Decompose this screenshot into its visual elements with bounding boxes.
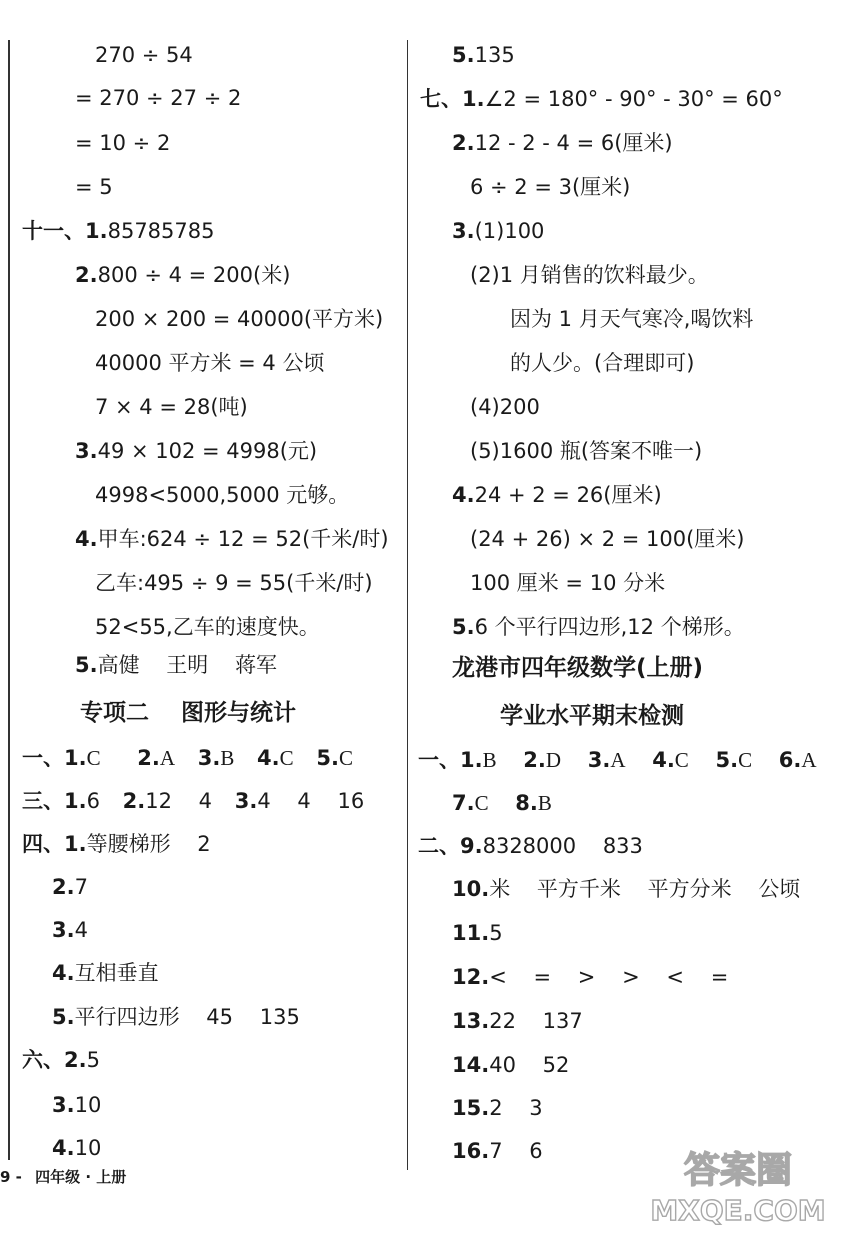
answer-line-4-2 <box>52 872 88 902</box>
answer-line: (5)1600 瓶(答案不唯一) <box>470 439 703 463</box>
calc-line: = 10 ÷ 2 <box>75 131 171 155</box>
answer-value: C <box>279 746 294 770</box>
answer-value: B <box>482 748 497 772</box>
answer-line: 100 厘米 = 10 分米 <box>470 571 666 595</box>
answer-value: 85785785 <box>107 219 215 243</box>
question-number: 6. <box>778 748 802 772</box>
answer-value: 6 个平行四边形,12 个梯形。 <box>474 615 745 639</box>
question-number: 10. <box>452 877 490 901</box>
question-number: 2. <box>122 789 146 813</box>
answer-line-4-5 <box>52 1002 300 1032</box>
exam-title: 龙港市四年级数学(上册) <box>452 655 704 681</box>
answer-value: 4 <box>74 918 88 942</box>
page-number: 9 - <box>0 1168 22 1186</box>
question-number: 5. <box>75 653 98 677</box>
section-label: 十一、1. <box>22 219 108 243</box>
answer-value: 4 4 16 <box>257 789 365 813</box>
answer-value: 24 + 2 = 26(厘米) <box>474 483 662 507</box>
question-number: 3. <box>587 748 611 772</box>
question-number: 5. <box>452 43 475 67</box>
answer-value: C <box>474 791 489 815</box>
answer-line-7-4 <box>452 480 662 510</box>
answer-line: 因为 1 月天气寒冷,喝饮料 <box>510 307 754 331</box>
question-number: 3. <box>75 439 98 463</box>
answer-value: 8328000 833 <box>482 834 643 858</box>
column-divider <box>407 40 408 1170</box>
answer-line-exam-7-8 <box>452 788 552 818</box>
question-number: 4. <box>52 961 75 985</box>
exam-subtitle: 学业水平期末检测 <box>500 703 684 729</box>
answer-line: (2)1 月销售的饮料最少。 <box>470 263 709 287</box>
answer-value: ∠2 = 180° - 90° - 30° = 60° <box>484 87 783 111</box>
question-number: 5. <box>452 615 475 639</box>
section-label: 一、1. <box>418 748 483 772</box>
answer-line-r5 <box>452 40 515 70</box>
answer-line: 200 × 200 = 40000(平方米) <box>95 307 384 331</box>
answer-value: 800 ÷ 4 = 200(米) <box>97 263 291 287</box>
answer-value: 互相垂直 <box>74 961 159 985</box>
answer-value: B <box>537 791 552 815</box>
answer-line-3 <box>22 786 364 816</box>
answer-value: 平行四边形 45 135 <box>74 1005 300 1029</box>
answer-line-6-4 <box>52 1133 101 1163</box>
question-number: 4. <box>257 746 280 770</box>
answer-line-4-1 <box>22 829 211 859</box>
answer-value: A <box>801 748 817 772</box>
answer-line-exam-14 <box>452 1050 569 1080</box>
watermark-text-url: MXQE.COM <box>650 1194 826 1227</box>
calc-line: 270 ÷ 54 <box>95 43 193 67</box>
section-label: 六、2. <box>22 1048 87 1072</box>
answer-value: 5 <box>489 921 503 945</box>
answer-value: 49 × 102 = 4998(元) <box>97 439 318 463</box>
question-number: 2. <box>52 875 75 899</box>
answer-line-11-3 <box>75 436 317 466</box>
section-label: 七、1. <box>420 87 485 111</box>
question-number: 5. <box>52 1005 75 1029</box>
answer-value: A <box>610 748 626 772</box>
answer-line-11-4 <box>75 524 389 554</box>
answer-value: < = > > < = <box>489 965 729 989</box>
answer-line-11-1 <box>22 216 214 246</box>
answer-value: (1)100 <box>474 219 545 243</box>
section-heading: 专项二 图形与统计 <box>80 700 297 726</box>
answer-line-4-4 <box>52 958 159 988</box>
answer-value: 12 - 2 - 4 = 6(厘米) <box>474 131 673 155</box>
question-number: 2. <box>452 131 475 155</box>
question-number: 16. <box>452 1139 490 1163</box>
watermark-logo <box>648 1138 828 1228</box>
answer-value: 22 137 <box>489 1009 583 1033</box>
answer-value: 等腰梯形 2 <box>86 832 211 856</box>
answer-line: 40000 平方米 = 4 公顷 <box>95 351 325 375</box>
answer-line-exam-11 <box>452 918 503 948</box>
question-number: 5. <box>715 748 739 772</box>
answer-value: 7 6 <box>489 1139 543 1163</box>
answer-line-exam-13 <box>452 1006 583 1036</box>
watermark-text-cn: 答案圈 <box>683 1150 793 1191</box>
answer-value: C <box>738 748 753 772</box>
answer-value: 12 4 <box>145 789 213 813</box>
answer-value: 40 52 <box>489 1053 570 1077</box>
question-number: 13. <box>452 1009 490 1033</box>
answer-value: 甲车:624 ÷ 12 = 52(千米/时) <box>97 527 389 551</box>
question-number: 4. <box>52 1136 75 1160</box>
answer-line-exam-mc <box>418 745 817 775</box>
left-margin-rule <box>8 40 10 1160</box>
question-number: 12. <box>452 965 490 989</box>
answer-line-exam-12 <box>452 962 728 992</box>
answer-line: 7 × 4 = 28(吨) <box>95 395 248 419</box>
question-number: 5. <box>316 746 339 770</box>
answer-value: 2 3 <box>489 1096 543 1120</box>
page-footer <box>0 1166 126 1187</box>
question-number: 3. <box>52 1093 75 1117</box>
section-label: 一、1. <box>22 746 87 770</box>
answer-line-6-2 <box>22 1045 100 1075</box>
question-number: 2. <box>137 746 160 770</box>
answer-value: 5 <box>86 1048 100 1072</box>
answer-value: 135 <box>474 43 515 67</box>
answer-value: 米 平方千米 平方分米 公顷 <box>489 877 801 901</box>
calc-line: = 5 <box>75 175 113 199</box>
question-number: 3. <box>197 746 221 770</box>
answer-line: 6 ÷ 2 = 3(厘米) <box>470 175 631 199</box>
question-number: 14. <box>452 1053 490 1077</box>
question-number: 2. <box>75 263 98 287</box>
answer-value: C <box>86 746 101 770</box>
question-number: 3. <box>234 789 258 813</box>
section-label: 二、9. <box>418 834 483 858</box>
section-label: 三、1. <box>22 789 87 813</box>
answer-line-11-5 <box>75 650 277 680</box>
question-number: 15. <box>452 1096 490 1120</box>
question-number: 4. <box>652 748 675 772</box>
answer-value: D <box>545 748 562 772</box>
answer-value: B <box>220 746 235 770</box>
answer-value: 6 <box>86 789 100 813</box>
answer-line: 52<55,乙车的速度快。 <box>95 615 320 639</box>
answer-line-exam-9 <box>418 831 643 861</box>
grade-label: 四年级 · 上册 <box>35 1168 127 1186</box>
question-number: 3. <box>452 219 475 243</box>
answer-value: A <box>159 746 176 770</box>
question-number: 3. <box>52 918 75 942</box>
question-number: 4. <box>75 527 98 551</box>
answer-value: C <box>338 746 353 770</box>
answer-value: 10 <box>74 1136 102 1160</box>
answer-line: (4)200 <box>470 395 540 419</box>
answer-line-7-5 <box>452 612 745 642</box>
answer-line: 4998<5000,5000 元够。 <box>95 483 350 507</box>
answer-line-4-3 <box>52 915 88 945</box>
answer-line-exam-10 <box>452 874 800 904</box>
answer-line-7-3 <box>452 216 544 246</box>
question-number: 2. <box>523 748 546 772</box>
question-number: 7. <box>452 791 475 815</box>
answer-value: C <box>674 748 689 772</box>
answer-value: 10 <box>74 1093 102 1117</box>
answer-line: (24 + 26) × 2 = 100(厘米) <box>470 527 745 551</box>
answer-line-7-2 <box>452 128 673 158</box>
calc-line: = 270 ÷ 27 ÷ 2 <box>75 86 242 110</box>
answer-line-exam-16 <box>452 1136 543 1166</box>
answer-line-7-1 <box>420 84 783 114</box>
answer-value: 高健 王明 蒋军 <box>97 653 277 677</box>
question-number: 4. <box>452 483 475 507</box>
section-label: 四、1. <box>22 832 87 856</box>
answer-line: 乙车:495 ÷ 9 = 55(千米/时) <box>95 571 373 595</box>
answer-line-11-2 <box>75 260 290 290</box>
answer-line-6-3 <box>52 1090 101 1120</box>
answer-line-exam-15 <box>452 1093 543 1123</box>
question-number: 8. <box>515 791 538 815</box>
question-number: 11. <box>452 921 490 945</box>
answer-line-mc <box>22 743 353 773</box>
answer-line: 的人少。(合理即可) <box>510 351 695 375</box>
answer-value: 7 <box>74 875 88 899</box>
